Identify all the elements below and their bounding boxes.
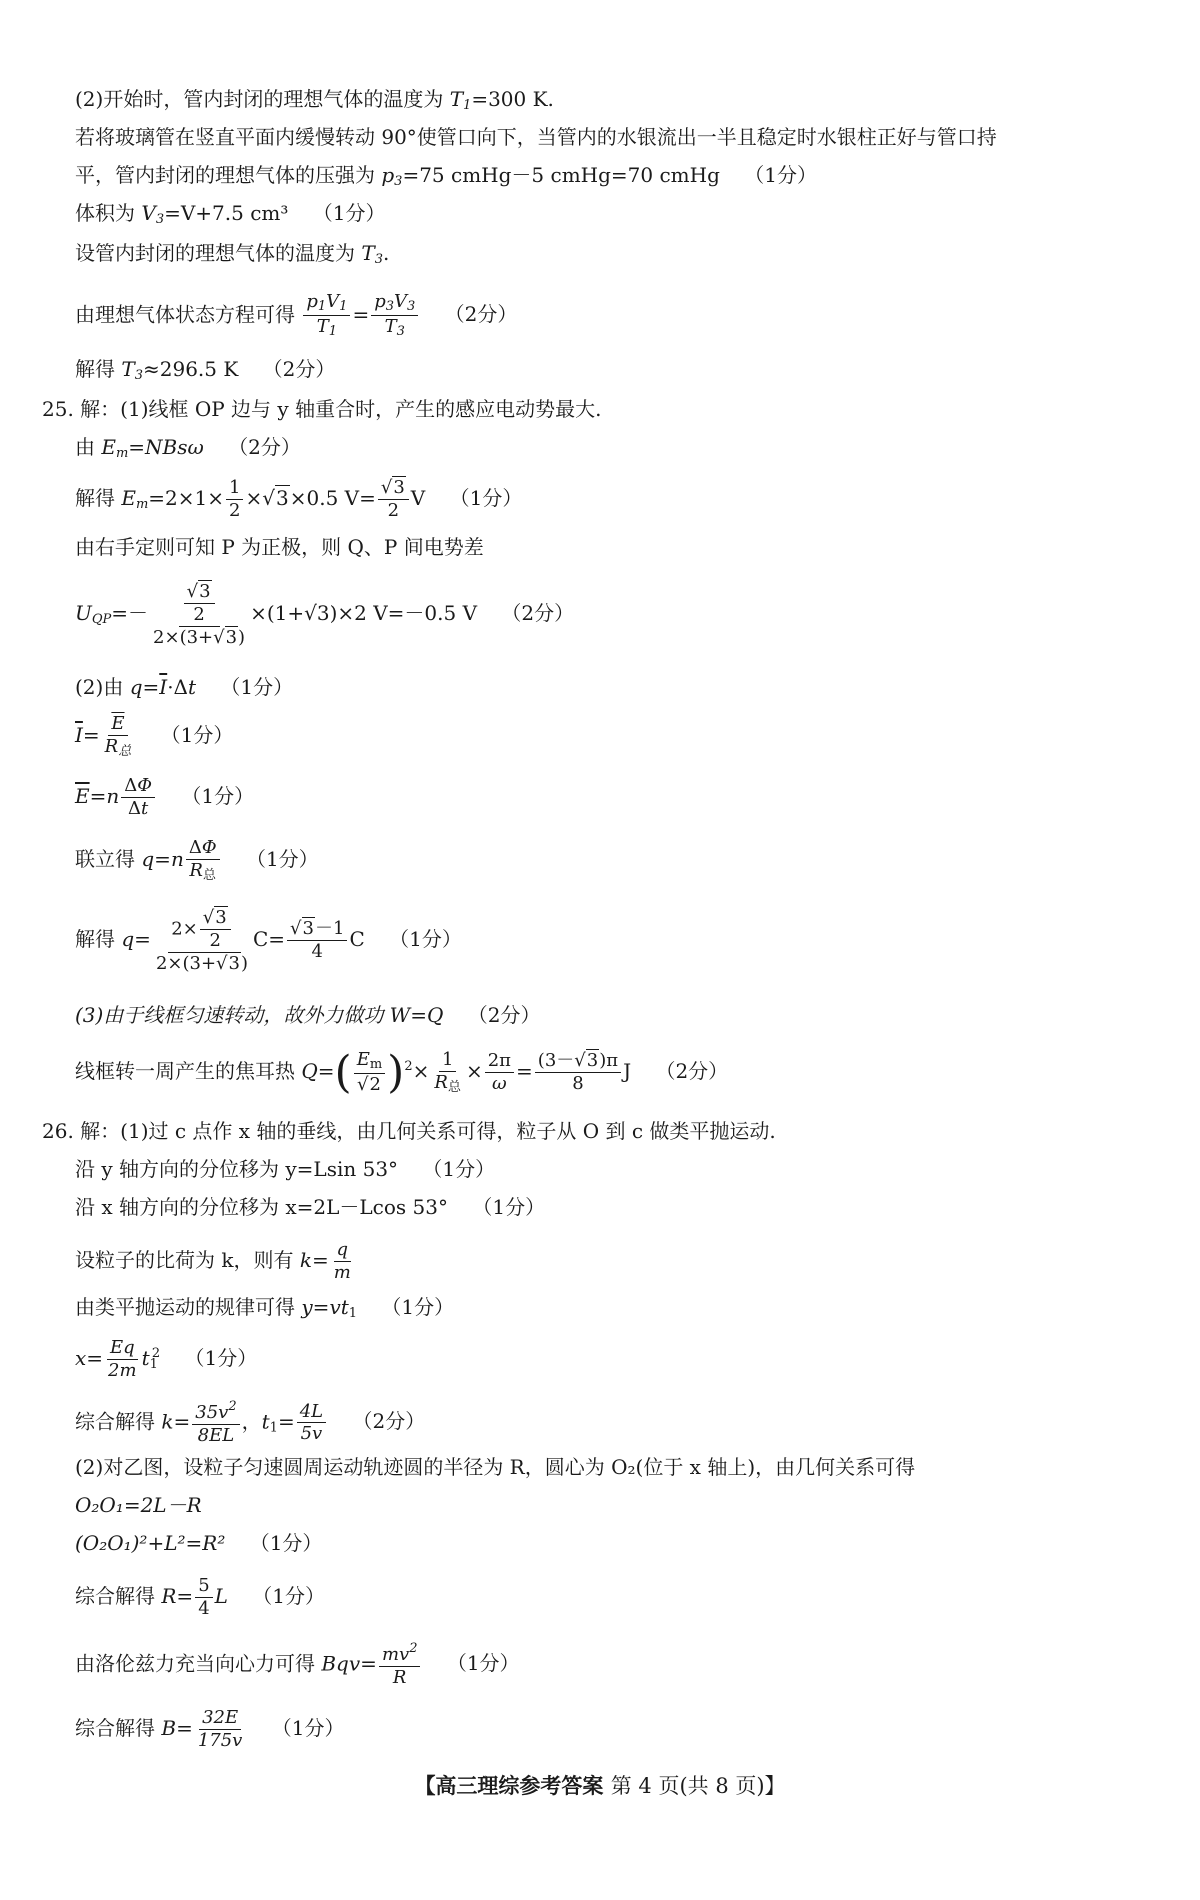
question-25-heading: 25. 解：(1)线框 OP 边与 y 轴重合时，产生的感应电动势最大.	[42, 397, 602, 421]
line-solve-q: 解得 q= 2× $\frac{√3}{2}$ 2×(3+√3) C= $\frac{√3-1}{4}$ C （1分）	[75, 907, 462, 974]
line-circle-radius-setup: (2)对乙图，设粒子匀速圆周运动轨迹圆的半径为 R，圆心为 O₂(位于 x 轴上)，由几何关系可得	[75, 1455, 916, 1479]
line-avg-current: $\overline{I}=$ $\frac{\overline{E}}{R_总}$ （1分）	[75, 713, 234, 759]
line-ideal-gas-equation: 由理想气体状态方程可得 $\frac{p_1V_1}{T_1}$ = $\frac{p_3V_3}{T_3}$ （2分）	[75, 291, 518, 340]
line-projectile-y: 由类平抛运动的规律可得 $y=vt_1$ （1分）	[75, 1295, 455, 1321]
line-avg-emf: $\overline{E}=n$ $\frac{\Delta\Phi}{\Delta t}$ （1分）	[75, 775, 255, 819]
question-26-heading: 26. 解：(1)过 c 点作 x 轴的垂线，由几何关系可得，粒子从 O 到 c 做类平抛运动.	[42, 1119, 776, 1143]
footer-title: 【高三理综参考答案	[414, 1774, 604, 1798]
line-lorentz-force: 由洛伦兹力充当向心力可得 Bqv= $\frac{mv^2}{R}$ （1分）	[75, 1641, 520, 1688]
line-work-equals-heat: (3)由于线框匀速转动，故外力做功 W=Q （2分）	[75, 1003, 541, 1027]
line-uqp: $U_{QP}=-$ $\frac{\frac{√3}{2}}{2\times(3+√3)}$ ×(1+√3)×2 V=－0.5 V （2分）	[75, 581, 575, 648]
line-combined-q: 联立得 q=n $\frac{\Delta\Phi}{R_总}$ （1分）	[75, 837, 319, 883]
line-right-hand-rule: 由右手定则可知 P 为正极，则 Q、P 间电势差	[75, 535, 484, 559]
line-rotate-tube: 若将玻璃管在竖直平面内缓慢转动 90°使管口向下，当管内的水银流出一半且稳定时水银柱正好与管口持	[75, 125, 997, 149]
line-y-displacement: 沿 y 轴方向的分位移为 y=Lsin 53° （1分）	[75, 1157, 496, 1181]
line-joule-heat: 线框转一周产生的焦耳热 Q=( $\frac{E_m}{√2}$ )$^2$× $\frac{1}{R_总}$ × $\frac{2\pi}{\omega}$ = $\frac{(3-√3)\pi}{8}$ J （2分）	[75, 1046, 729, 1098]
line-em-value: 解得 $E_m=2\times 1\times$ $\frac{1}{2}$ ×√3×0.5 V= $\frac{√3}{2}$ V （1分）	[75, 477, 523, 521]
page-footer	[0, 1770, 1200, 1800]
footer-page-number: 第 4 页(共 8 页)】	[610, 1774, 786, 1798]
line-pressure-p3: 平，管内封闭的理想气体的压强为 $p_3=75$ cmHg－5 cmHg=70 cmHg （1分）	[75, 163, 817, 189]
line-solve-t3: 解得 $T_3\approx 296.5$ K （2分）	[75, 357, 336, 383]
line-solve-r: 综合解得 R= $\frac{5}{4}$ L （1分）	[75, 1575, 326, 1619]
line-em-formula: 由 $E_m=NBs\omega$ （2分）	[75, 435, 301, 461]
line-temp-t3: 设管内封闭的理想气体的温度为 $T_3$.	[75, 241, 390, 267]
line-pythagoras: (O₂O₁)²+L²=R² （1分）	[75, 1531, 323, 1555]
line-charge-q: (2)由 $q=\overline{I}\cdot\Delta t$ （1分）	[75, 675, 294, 699]
line-initial-temperature: (2)开始时，管内封闭的理想气体的温度为 $T_1=300$ K.	[75, 87, 554, 113]
line-x-displacement: 沿 x 轴方向的分位移为 x=2L－Lcos 53° （1分）	[75, 1195, 546, 1219]
line-volume-v3: 体积为 $V_3=V+7.5$ cm³ （1分）	[75, 201, 386, 227]
line-o2o1: O₂O₁=2L－R	[75, 1493, 202, 1517]
line-specific-charge: 设粒子的比荷为 k，则有 k= $\frac{q}{m}$	[75, 1239, 351, 1283]
line-solve-k-t1: 综合解得 k= $\frac{35v^2}{8EL}$ ，$t_1=$ $\frac{4L}{5v}$ （2分）	[75, 1399, 426, 1446]
line-solve-b: 综合解得 B= $\frac{32E}{175v}$ （1分）	[75, 1707, 345, 1751]
line-projectile-x: x= $\frac{Eq}{2m}$ $t_1^2$ （1分）	[75, 1337, 258, 1381]
